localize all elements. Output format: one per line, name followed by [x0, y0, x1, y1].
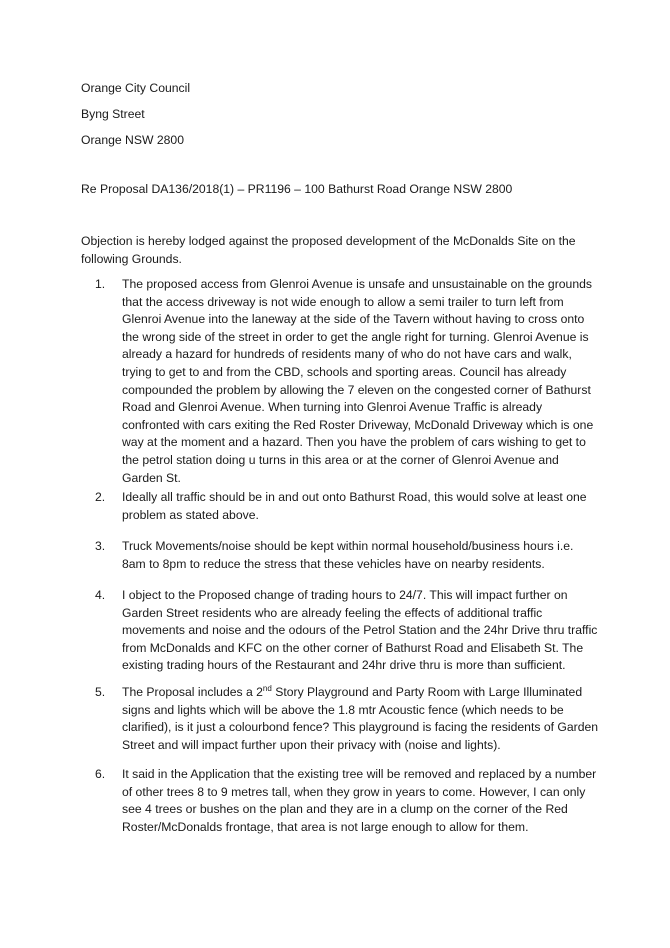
objection-item-5	[95, 684, 600, 754]
ordinal-suffix: nd	[262, 683, 272, 693]
item-text: It said in the Application that the existing tree will be removed and replaced by a number of other trees 8 to 9 metres tall, when they grow in years to come. However, I can only see 4 trees or bushes on the plan and they are in a clump on the corner of the Red Roster/McDonalds frontage, that area is not large enough to allow for them.	[122, 767, 597, 834]
subject-line: Re Proposal DA136/2018(1) – PR1196 – 100 Bathurst Road Orange NSW 2800	[81, 182, 513, 196]
item-text-start: The Proposal includes a 2	[122, 685, 263, 699]
objection-item-2	[95, 489, 600, 524]
item-text	[122, 684, 600, 754]
item-text: Ideally all traffic should be in and out onto Bathurst Road, this would solve at least one problem as stated above.	[122, 490, 587, 522]
item-number: 2.	[95, 490, 106, 504]
item-number: 1.	[95, 277, 106, 291]
item-text: Truck Movements/noise should be kept within normal household/business hours i.e. 8am to 8pm to reduce the stress that these vehicles have on nearby residents.	[122, 539, 574, 571]
address-line-street: Byng Street	[81, 107, 145, 121]
item-text: The proposed access from Glenroi Avenue is unsafe and unsustainable on the grounds that the access driveway is not wide enough to allow a semi trailer to turn left from Glenroi Avenue into the laneway at the side of the Tavern without having to cross onto the wrong side of the street in order to get the angle right for turning. Glenroi Avenue is already a hazard for hundreds of residents many of who do not have cars and walk, trying to get to and from the CBD, schools and sporting areas. Council has already compounded the problem by allowing the 7 eleven on the congested corner of Bathurst Road and Glenroi Avenue. When turning into Glenroi Avenue Traffic is already confronted with cars exiting the Red Roster Driveway, McDonald Driveway which is one way at the moment and a hazard. Then you have the problem of cars wishing to get to the petrol station doing u turns in this area or at the corner of Glenroi Avenue and Garden St.	[122, 277, 594, 485]
address-line-town: Orange NSW 2800	[81, 133, 184, 147]
objection-item-3	[95, 538, 600, 573]
objection-item-1	[95, 276, 600, 487]
item-number: 6.	[95, 767, 106, 781]
item-text-rest: Story Playground and Party Room with Large Illuminated signs and lights which will be above the 1.8 mtr Acoustic fence (which needs to be clarified), is it just a colourbond fence? This playground is facing the residents of Garden Street and will impact further upon their privacy with (noise and lights).	[122, 685, 599, 752]
item-number: 5.	[95, 685, 106, 699]
objection-item-4	[95, 587, 600, 675]
item-text: I object to the Proposed change of trading hours to 24/7. This will impact further on Garden Street residents who are already feeling the effects of additional traffic movements and noise and the odours of the Petrol Station and the 24hr Drive thru traffic from McDonalds and KFC on the other corner of Bathurst Road and Elisabeth St. The existing trading hours of the Restaurant and 24hr drive thru is more than sufficient.	[122, 588, 598, 673]
item-number: 4.	[95, 588, 106, 602]
intro-paragraph: Objection is hereby lodged against the proposed development of the McDonalds Site on the following Grounds.	[81, 234, 576, 266]
objection-item-6	[95, 766, 600, 836]
item-number: 3.	[95, 539, 106, 553]
address-line-council: Orange City Council	[81, 81, 191, 95]
